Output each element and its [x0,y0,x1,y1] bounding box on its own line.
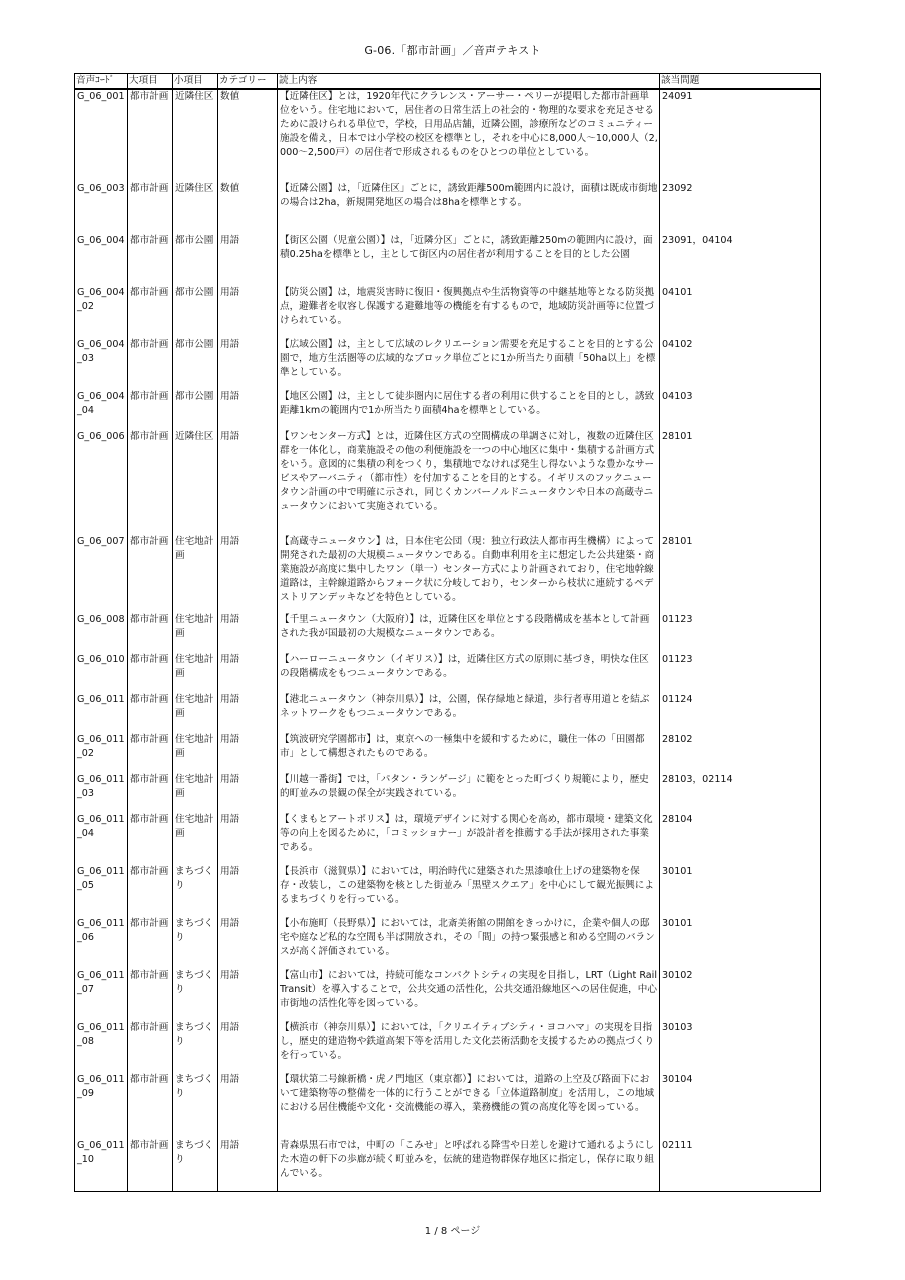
row-category: 用語 [218,733,278,773]
row-related-questions: 23091，04104 [660,234,821,286]
row-category: 用語 [218,535,278,613]
row-major-item: 都市計画 [128,338,173,390]
header-row [75,74,821,90]
row-reading-text: 青森県黒石市では，中町の「こみせ」と呼ばれる降雪や日差しを避けて通れるようにした木造の軒下の歩廊が続く町並みを，伝統的建造物群保存地区に指定し，保存に取り組んでいる。 [278,1139,660,1191]
row-code: G_06_011 [75,693,128,733]
column-header-ref: 該当問題 [660,74,821,90]
table-row [75,733,821,773]
row-related-questions: 30104 [660,1073,821,1139]
row-major-item: 都市計画 [128,653,173,693]
row-related-questions: 30103 [660,1021,821,1073]
row-major-item: 都市計画 [128,613,173,653]
row-minor-item: 住宅地計画 [173,733,218,773]
row-category: 用語 [218,773,278,813]
row-major-item: 都市計画 [128,969,173,1021]
row-reading-text: 【近隣住区】とは，1920年代にクラレンス・アーサー・ペリーが提唱した都市計画単位をいう。住宅地において，居住者の日常生活上の社会的・物理的な要求を充足させるために設けられる単位で，学校，日用品店舗，近隣公園，診療所などのコミュニティー施設を備え，日本では小学校の校区を標準とし，それを中心に8,000人～10,000人（2,000～2,500戸）の居住者で形成されるものをひとつの単位としている。 [278,89,660,182]
page-title: G-06.「都市計画」／音声テキスト [364,44,541,57]
row-reading-text: 【くまもとアートポリス】は，環境デザインに対する関心を高め，都市環境・建築文化等の向上を図るために，「コミッショナー」が設計者を推薦する手法が採用された事業である。 [278,813,660,865]
row-reading-text: 【横浜市（神奈川県）】においては，「クリエイティブシティ・ヨコハマ」の実現を目指し，歴史的建造物や鉄道高架下等を活用した文化芸術活動を支援するための拠点づくりを行っている。 [278,1021,660,1073]
row-code: G_06_011_08 [75,1021,128,1073]
row-minor-item: 住宅地計画 [173,535,218,613]
table-row [75,1021,821,1073]
row-minor-item: 都市公園 [173,234,218,286]
row-reading-text: 【地区公園】は，主として徒歩圏内に居住する者の利用に供することを目的とし，誘致距離1kmの範囲内で1か所当たり面積4haを標準としている。 [278,390,660,430]
row-category: 用語 [218,1139,278,1191]
row-minor-item: 近隣住区 [173,182,218,234]
row-category: 用語 [218,865,278,917]
table-row [75,535,821,613]
table-row [75,338,821,390]
row-code: G_06_001 [75,89,128,182]
row-reading-text: 【港北ニュータウン（神奈川県）】は，公園，保存緑地と緑道，歩行者専用道とを結ぶネットワークをもつニュータウンである。 [278,693,660,733]
table-row [75,89,821,182]
row-category: 用語 [218,917,278,969]
row-code: G_06_011_05 [75,865,128,917]
row-category: 用語 [218,693,278,733]
row-minor-item: まちづくり [173,969,218,1021]
row-category: 用語 [218,813,278,865]
row-major-item: 都市計画 [128,535,173,613]
table-row [75,653,821,693]
table-row [75,969,821,1021]
row-major-item: 都市計画 [128,1021,173,1073]
row-related-questions: 28104 [660,813,821,865]
row-category: 数値 [218,89,278,182]
row-major-item: 都市計画 [128,733,173,773]
row-code: G_06_003 [75,182,128,234]
row-minor-item: まちづくり [173,865,218,917]
row-category: 用語 [218,1021,278,1073]
row-category: 用語 [218,1073,278,1139]
row-category: 用語 [218,286,278,338]
row-reading-text: 【ワンセンター方式】とは，近隣住区方式の空間構成の単調さに対し，複数の近隣住区群を一体化し，商業施設その他の利便施設を一つの中心地区に集中・集積する計画方式をいう。意図的に集積の利をつくり，集積地でなければ発生し得ないような豊かなサービスやアーバニティ（都市性）を付加することを目的とする。イギリスのフックニュータウン計画の中で明確に示され，同じくカンバーノルドニュータウンや日本の高蔵寺ニュータウンにおいて実施されている。 [278,430,660,535]
row-related-questions: 30102 [660,969,821,1021]
row-related-questions: 02111 [660,1139,821,1191]
row-minor-item: 住宅地計画 [173,693,218,733]
row-category: 用語 [218,613,278,653]
row-code: G_06_010 [75,653,128,693]
table-row [75,430,821,535]
column-header-text: 読上内容 [278,74,660,90]
row-reading-text: 【防災公園】は，地震災害時に復旧・復興拠点や生活物資等の中継基地等となる防災拠点，避難者を収容し保護する避難地等の機能を有するもので，地域防災計画等に位置づけられている。 [278,286,660,338]
row-major-item: 都市計画 [128,693,173,733]
table-row [75,390,821,430]
row-code: G_06_011_09 [75,1073,128,1139]
row-minor-item: 住宅地計画 [173,773,218,813]
row-major-item: 都市計画 [128,1139,173,1191]
row-reading-text: 【環状第二号線新橋・虎ノ門地区（東京都）】においては，道路の上空及び路面下において建築物等の整備を一体的に行うことができる「立体道路制度」を活用し，この地域における居住機能や文化・交流機能の導入，業務機能の質の高度化等を図っている。 [278,1073,660,1139]
row-related-questions: 23092 [660,182,821,234]
row-minor-item: まちづくり [173,1073,218,1139]
row-related-questions: 28103，02114 [660,773,821,813]
row-major-item: 都市計画 [128,1073,173,1139]
table-row [75,813,821,865]
row-minor-item: 近隣住区 [173,89,218,182]
page-footer: 1 / 8 ページ [424,1226,481,1237]
row-category: 用語 [218,338,278,390]
row-code: G_06_004_03 [75,338,128,390]
row-category: 用語 [218,234,278,286]
row-major-item: 都市計画 [128,390,173,430]
row-minor-item: 都市公園 [173,390,218,430]
row-category: 用語 [218,653,278,693]
row-related-questions: 01123 [660,613,821,653]
table-row [75,286,821,338]
table-row [75,693,821,733]
row-major-item: 都市計画 [128,89,173,182]
table-row [75,917,821,969]
row-code: G_06_011_04 [75,813,128,865]
row-code: G_06_006 [75,430,128,535]
row-related-questions: 01123 [660,653,821,693]
row-related-questions: 28101 [660,535,821,613]
row-related-questions: 28101 [660,430,821,535]
row-reading-text: 【近隣公園】は，「近隣住区」ごとに，誘致距離500m範囲内に設け，面積は既成市街地の場合は2ha，新規開発地区の場合は8haを標準とする。 [278,182,660,234]
row-reading-text: 【富山市】においては，持続可能なコンパクトシティの実現を目指し，LRT（Light Rail Transit）を導入することで，公共交通の活性化，公共交通沿線地区への居住促進，中心市街地の活性化等を図っている。 [278,969,660,1021]
row-major-item: 都市計画 [128,865,173,917]
row-related-questions: 04103 [660,390,821,430]
row-reading-text: 【長浜市（滋賀県）】においては，明治時代に建築された黒漆喰仕上げの建築物を保存・改装し，この建築物を核とした街並み「黒壁スクエア」を中心にして観光振興によるまちづくりを行っている。 [278,865,660,917]
row-minor-item: 住宅地計画 [173,613,218,653]
row-minor-item: まちづくり [173,917,218,969]
row-code: G_06_011_10 [75,1139,128,1191]
column-header-category: カテゴリー [218,74,278,90]
row-code: G_06_007 [75,535,128,613]
row-minor-item: 住宅地計画 [173,653,218,693]
table-row [75,1073,821,1139]
row-reading-text: 【ハーローニュータウン（イギリス）】は，近隣住区方式の原則に基づき，明快な住区の段階構成をもつニュータウンである。 [278,653,660,693]
row-code: G_06_004_02 [75,286,128,338]
row-related-questions: 28102 [660,733,821,773]
row-minor-item: 都市公園 [173,338,218,390]
row-category: 用語 [218,430,278,535]
row-minor-item: まちづくり [173,1021,218,1073]
row-minor-item: 近隣住区 [173,430,218,535]
row-reading-text: 【街区公園（児童公園）】は，「近隣分区」ごとに，誘致距離250mの範囲内に設け，面積0.25haを標準とし，主として街区内の居住者が利用することを目的とした公園 [278,234,660,286]
row-code: G_06_011_07 [75,969,128,1021]
row-code: G_06_008 [75,613,128,653]
row-major-item: 都市計画 [128,917,173,969]
column-header-code: 音声ｺｰﾄﾞ [75,74,128,90]
row-reading-text: 【川越一番街】では，「パタン・ランゲージ」に範をとった町づくり規範により，歴史的町並みの景観の保全が実践されている。 [278,773,660,813]
row-reading-text: 【広域公園】は，主として広域のレクリエーション需要を充足することを目的とする公園で，地方生活圏等の広域的なブロック単位ごとに1か所当たり面積「50ha以上」を標準としている。 [278,338,660,390]
row-minor-item: まちづくり [173,1139,218,1191]
table-row [75,865,821,917]
row-minor-item: 住宅地計画 [173,813,218,865]
row-major-item: 都市計画 [128,182,173,234]
column-header-major: 大項目 [128,74,173,90]
row-code: G_06_011_03 [75,773,128,813]
row-related-questions: 30101 [660,917,821,969]
row-code: G_06_004 [75,234,128,286]
row-category: 数値 [218,182,278,234]
row-reading-text: 【筑波研究学園都市】は，東京への一極集中を緩和するために，職住一体の「田園都市」として構想されたものである。 [278,733,660,773]
row-category: 用語 [218,969,278,1021]
row-related-questions: 30101 [660,865,821,917]
row-reading-text: 【千里ニュータウン（大阪府）】は，近隣住区を単位とする段階構成を基本として計画された我が国最初の大規模なニュータウンである。 [278,613,660,653]
row-code: G_06_011_02 [75,733,128,773]
row-related-questions: 01124 [660,693,821,733]
row-minor-item: 都市公園 [173,286,218,338]
table-row [75,182,821,234]
row-major-item: 都市計画 [128,234,173,286]
row-major-item: 都市計画 [128,813,173,865]
row-major-item: 都市計画 [128,773,173,813]
row-category: 用語 [218,390,278,430]
row-code: G_06_011_06 [75,917,128,969]
row-code: G_06_004_04 [75,390,128,430]
row-related-questions: 04101 [660,286,821,338]
row-major-item: 都市計画 [128,286,173,338]
content-table [74,73,821,1192]
table-row [75,613,821,653]
row-reading-text: 【高蔵寺ニュータウン】は，日本住宅公団（現：独立行政法人都市再生機構）によって開発された最初の大規模ニュータウンである。自動車利用を主に想定した公共建築・商業施設が高度に集中したワン（単一）センター方式により計画されており，住宅地幹線道路は，主幹線道路からフォーク状に分岐しており，センターから枝状に連続するペデストリアンデッキなどを特色としている。 [278,535,660,613]
row-major-item: 都市計画 [128,430,173,535]
table-row [75,773,821,813]
row-related-questions: 04102 [660,338,821,390]
column-header-minor: 小項目 [173,74,218,90]
table-row [75,234,821,286]
table-row [75,1139,821,1191]
row-related-questions: 24091 [660,89,821,182]
row-reading-text: 【小布施町（長野県）】においては，北斎美術館の開館をきっかけに，企業や個人の邸宅や庭など私的な空間も半ば開放され，その「間」の持つ緊張感と和める空間のバランスが高く評価されている。 [278,917,660,969]
